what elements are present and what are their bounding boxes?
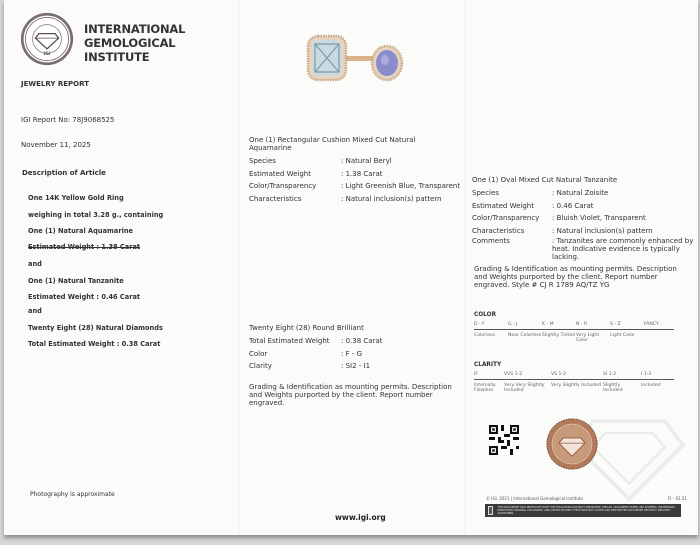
clarity-description: Very Very Slightly Included [504, 383, 545, 393]
spec-value: : Light Greenish Blue, Transparent [341, 182, 461, 191]
report-type: JEWELRY REPORT [21, 80, 89, 88]
spec-value: : 1.38 Carat [341, 169, 383, 178]
website-link[interactable]: www.igi.org [335, 513, 386, 522]
spec-row [472, 225, 694, 238]
institute-name [84, 22, 185, 64]
spec-value: : Natural inclusion(s) pattern [552, 226, 653, 235]
spec-value: : F - G [341, 349, 363, 358]
tanzanite-title: One (1) Oval Mixed Cut Natural Tanzanite [472, 176, 618, 184]
clarity-grade: I 1-3 [641, 372, 652, 377]
spec-row [472, 200, 694, 213]
report-date: November 11, 2025 [21, 141, 91, 149]
report-number: IGI Report No: 78J9068525 [21, 116, 115, 124]
color-grade: FANCY [644, 322, 659, 327]
clarity-scale-title: CLARITY [474, 362, 502, 368]
spec-key: Characteristics [249, 194, 302, 203]
ring-photo [300, 30, 420, 85]
hologram-seal-icon [546, 418, 598, 470]
description-line: Estimated Weight : 1.38 Carat [28, 243, 141, 251]
spec-row [472, 187, 694, 200]
spec-key: Color/Transparency [249, 182, 317, 191]
clarity-grade: IF [474, 372, 478, 377]
form-code: FI - 01.21 [668, 496, 687, 501]
copyright: © IGI, 2021 | International Gemological Institute [486, 496, 583, 501]
spec-key: Species [249, 157, 276, 166]
spec-row [249, 360, 469, 373]
clarity-grade: SI 1-2 [603, 372, 617, 377]
description-line: Estimated Weight : 0.46 Carat [28, 293, 141, 301]
qr-code-icon[interactable] [489, 425, 519, 455]
description-line: weighing in total 3.28 g., containing [28, 211, 164, 219]
spec-row [249, 155, 469, 168]
spec-key: Clarity [249, 362, 272, 371]
color-description: Colorless [474, 333, 495, 338]
color-description: Light Color [610, 333, 635, 338]
igi-seal-icon [20, 12, 74, 66]
spec-row [249, 193, 469, 206]
spec-key: Estimated Weight [249, 169, 311, 178]
spec-value: : Tanzanites are commonly enhanced by heat. Indicative evidence is typically lacking. [552, 237, 694, 261]
diamonds-note: Grading & Identification as mounting permits. Description and Weights purported by the client. Report number engraved. [249, 383, 452, 407]
spec-key: Comments [472, 237, 510, 245]
description-line: and [28, 307, 42, 315]
clarity-descriptions [474, 383, 679, 393]
color-description: Near Colorless [508, 333, 542, 338]
color-description: Slightly Tinted [542, 333, 575, 338]
spec-value: : 0.46 Carat [552, 201, 594, 210]
spec-key: Characteristics [472, 226, 525, 235]
clarity-description: Very Slightly Included [551, 383, 601, 388]
spec-row [249, 335, 469, 348]
spec-row [472, 212, 694, 225]
tanzanite-spec-table [472, 187, 694, 261]
clarity-description: Included [641, 383, 661, 388]
spec-value: : SI2 - I1 [341, 362, 371, 371]
scale-divider [474, 379, 674, 380]
description-line: Total Estimated Weight : 0.38 Carat [28, 340, 161, 348]
clarity-grades [474, 372, 679, 377]
security-notice-bar [485, 504, 681, 517]
institute-line: GEMOLOGICAL [84, 36, 176, 50]
aquamarine-spec-table [249, 155, 469, 205]
fold-line [465, 0, 466, 535]
color-scale [474, 312, 679, 343]
fold-line [238, 0, 239, 535]
color-grade: S - Z [610, 322, 621, 327]
clarity-grade: VVS 1-2 [504, 372, 523, 377]
spec-key: Color/Transparency [472, 214, 540, 223]
jewelry-report-document [4, 0, 698, 535]
security-notice-text: THIS DOCUMENT WAS PRODUCED WITH THE FOLLOWING SECURITY MEASURES: SPECIAL DOCUMENT PAPER, INK SCREENS, WATERMARK, PHOTOCOPY ERASING, HOLOGRAM, AND OTHER SECURITY FEATURES NOT LISTED AND RESTRICTED DOCUMENT SECURITY INDUSTRY GUIDELINES. [497, 505, 676, 516]
description-line: One (1) Natural Tanzanite [28, 277, 124, 285]
description-line: One (1) Natural Aquamarine [28, 227, 134, 235]
spec-key: Estimated Weight [472, 201, 534, 210]
color-descriptions [474, 333, 679, 343]
color-grade: K - M [542, 322, 554, 327]
diamonds-title: Twenty Eight (28) Round Brilliant [249, 324, 364, 332]
clarity-description: Slightly Included [603, 383, 623, 393]
clarity-description: Internally Flawless [474, 383, 496, 393]
color-grade: G - J [508, 322, 518, 327]
photo-disclaimer: Photography is approximate [30, 491, 115, 498]
description-line: One 14K Yellow Gold Ring [28, 194, 124, 202]
institute-line: INTERNATIONAL [84, 22, 186, 36]
spec-row [249, 168, 469, 181]
description-heading: Description of Article [22, 169, 106, 177]
description-line: and [28, 260, 42, 268]
scale-divider [474, 329, 674, 330]
spec-row [249, 180, 469, 193]
spec-key: Species [472, 189, 499, 198]
spec-key: Total Estimated Weight [249, 337, 330, 346]
spec-value: : Natural inclusion(s) pattern [341, 194, 442, 203]
description-line: Twenty Eight (28) Natural Diamonds [28, 324, 163, 332]
color-grade: N - R [576, 322, 588, 327]
color-grade: D - F [474, 322, 485, 327]
clarity-grade: VS 1-2 [551, 372, 567, 377]
spec-value: : 0.38 Carat [341, 337, 383, 346]
color-grades [474, 322, 679, 327]
spec-value: : Bluish Violet, Transparent [552, 214, 646, 223]
spec-value: : Natural Zoisite [552, 189, 609, 198]
svg-text:IGI: IGI [43, 52, 51, 58]
spec-value: : Natural Beryl [341, 157, 392, 166]
tanzanite-note: Grading & Identification as mounting permits. Description and Weights purported by the client. Report number engraved. Style # CJ R 1789 AQ/TZ YG [474, 265, 677, 289]
institute-line: INSTITUTE [84, 50, 150, 64]
spec-key: Color [249, 349, 268, 358]
aquamarine-title: One (1) Rectangular Cushion Mixed Cut Natural Aquamarine [249, 136, 416, 152]
diamonds-spec-table [249, 335, 469, 373]
color-scale-title: COLOR [474, 312, 497, 318]
spec-row [472, 237, 694, 261]
clarity-scale [474, 362, 679, 393]
spec-row [249, 348, 469, 361]
color-description: Very Light Color [576, 333, 600, 343]
